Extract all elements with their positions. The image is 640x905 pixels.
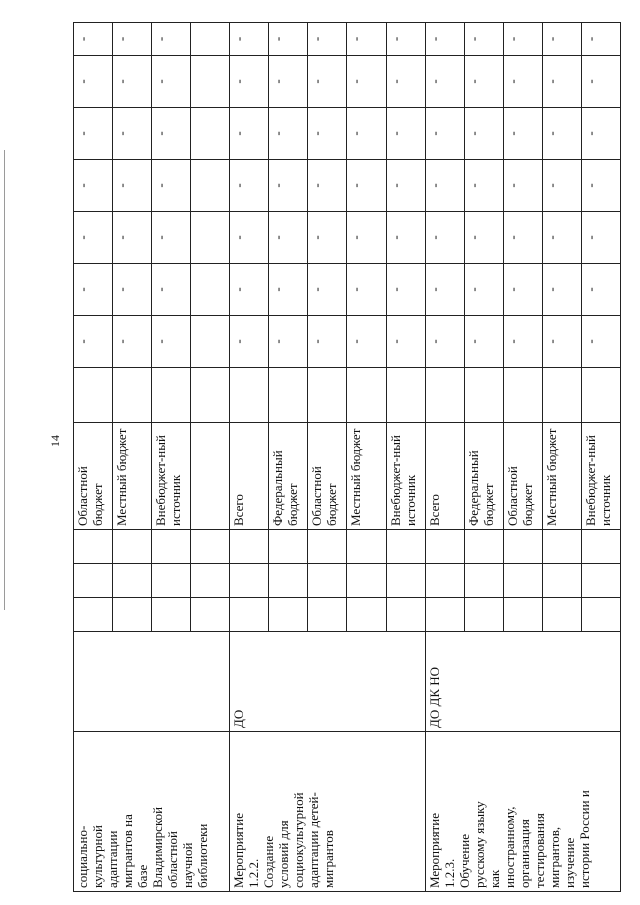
- funding-value-cell: -: [503, 108, 542, 160]
- empty-cell: [74, 530, 113, 564]
- funding-value-cell: -: [113, 316, 152, 368]
- funding-value-cell: -: [542, 212, 581, 264]
- funding-value-cell: -: [74, 108, 113, 160]
- funding-value-cell: -: [113, 160, 152, 212]
- empty-cell: [269, 598, 308, 632]
- funding-value-cell: -: [347, 316, 386, 368]
- empty-cell: [542, 598, 581, 632]
- funding-value-cell: -: [542, 264, 581, 316]
- funding-value-cell: -: [503, 212, 542, 264]
- empty-cell: [230, 368, 269, 423]
- funding-value-cell: -: [542, 108, 581, 160]
- activity-name-line: условий для: [276, 820, 292, 888]
- funding-value-cell: -: [425, 212, 464, 264]
- funding-value-cell: [191, 212, 230, 264]
- funding-value-cell: -: [308, 212, 347, 264]
- funding-source-cell: Внебюджет-ный источник: [581, 423, 620, 530]
- empty-cell: [347, 564, 386, 598]
- funding-value-cell: -: [347, 108, 386, 160]
- activity-name-line: иностранному,: [501, 806, 517, 888]
- empty-cell: [152, 598, 191, 632]
- funding-value-cell: -: [386, 264, 425, 316]
- funding-value-cell: -: [425, 316, 464, 368]
- empty-cell: [503, 598, 542, 632]
- funding-value-cell: -: [464, 23, 503, 56]
- program-funding-table: [73, 22, 621, 892]
- activity-name-line: Мероприятие: [231, 813, 247, 888]
- funding-value-cell: -: [269, 212, 308, 264]
- funding-source-cell: Внебюджет-ный источник: [152, 423, 191, 530]
- empty-cell: [347, 598, 386, 632]
- funding-value-cell: -: [74, 56, 113, 108]
- funding-source-cell: Федеральный бюджет: [464, 423, 503, 530]
- funding-value-cell: -: [581, 56, 620, 108]
- funding-value-cell: -: [269, 108, 308, 160]
- funding-value-cell: -: [347, 160, 386, 212]
- funding-value-cell: -: [230, 316, 269, 368]
- empty-cell: [308, 368, 347, 423]
- empty-cell: [425, 530, 464, 564]
- activity-name-line: социокультурной: [291, 792, 307, 888]
- funding-value-cell: [191, 316, 230, 368]
- funding-value-cell: -: [152, 160, 191, 212]
- funding-value-cell: -: [347, 56, 386, 108]
- funding-value-cell: -: [386, 56, 425, 108]
- empty-cell: [386, 368, 425, 423]
- funding-value-cell: -: [386, 23, 425, 56]
- funding-value-cell: -: [542, 160, 581, 212]
- funding-source-cell: Местный бюджет: [542, 423, 581, 530]
- funding-value-cell: -: [308, 316, 347, 368]
- funding-value-cell: -: [74, 160, 113, 212]
- empty-cell: [74, 598, 113, 632]
- funding-value-cell: -: [113, 108, 152, 160]
- empty-cell: [464, 598, 503, 632]
- funding-value-cell: -: [230, 212, 269, 264]
- funding-source-cell: [191, 423, 230, 530]
- empty-cell: [191, 530, 230, 564]
- activity-name-cell: [230, 732, 425, 892]
- funding-value-cell: -: [113, 264, 152, 316]
- funding-source-cell: Областной бюджет: [74, 423, 113, 530]
- funding-value-cell: -: [542, 56, 581, 108]
- empty-cell: [386, 530, 425, 564]
- scan-margin-line: [4, 150, 5, 610]
- activity-name-line: русскому языку: [471, 801, 487, 888]
- activity-name-line: 1.2.3.: [441, 858, 457, 888]
- empty-cell: [581, 368, 620, 423]
- empty-cell: [152, 530, 191, 564]
- activity-name-line: Владимирской: [150, 806, 165, 888]
- activity-name-line: мигрантов,: [546, 826, 562, 888]
- empty-cell: [542, 564, 581, 598]
- funding-value-cell: -: [74, 264, 113, 316]
- funding-source-cell: Областной бюджет: [308, 423, 347, 530]
- executor-cell: [74, 632, 230, 732]
- funding-value-cell: -: [269, 160, 308, 212]
- funding-value-cell: -: [152, 56, 191, 108]
- funding-value-cell: -: [230, 108, 269, 160]
- funding-value-cell: -: [464, 316, 503, 368]
- executor-cell: ДО ДК НО: [425, 632, 620, 732]
- empty-cell: [113, 530, 152, 564]
- empty-cell: [425, 598, 464, 632]
- funding-value-cell: -: [308, 56, 347, 108]
- funding-value-cell: -: [113, 212, 152, 264]
- rotated-content: [73, 23, 621, 892]
- empty-cell: [113, 564, 152, 598]
- funding-value-cell: -: [386, 316, 425, 368]
- funding-value-cell: -: [425, 23, 464, 56]
- funding-value-cell: -: [230, 56, 269, 108]
- funding-value-cell: -: [386, 212, 425, 264]
- funding-source-cell: Всего: [425, 423, 464, 530]
- empty-cell: [503, 368, 542, 423]
- funding-value-cell: -: [425, 108, 464, 160]
- funding-value-cell: -: [113, 56, 152, 108]
- funding-value-cell: [191, 108, 230, 160]
- funding-value-cell: -: [503, 316, 542, 368]
- activity-name-line: областной: [165, 831, 180, 888]
- funding-value-cell: -: [425, 56, 464, 108]
- funding-value-cell: -: [230, 160, 269, 212]
- empty-cell: [386, 564, 425, 598]
- funding-value-cell: -: [152, 108, 191, 160]
- funding-value-cell: -: [581, 212, 620, 264]
- empty-cell: [152, 564, 191, 598]
- empty-cell: [230, 564, 269, 598]
- funding-value-cell: -: [152, 212, 191, 264]
- funding-value-cell: -: [464, 56, 503, 108]
- funding-value-cell: -: [308, 23, 347, 56]
- funding-value-cell: -: [152, 316, 191, 368]
- funding-value-cell: [191, 160, 230, 212]
- funding-source-cell: Областной бюджет: [503, 423, 542, 530]
- activity-name-line: как: [486, 869, 502, 888]
- funding-value-cell: -: [464, 212, 503, 264]
- funding-value-cell: -: [230, 23, 269, 56]
- activity-name-line: мигрантов на: [120, 814, 135, 888]
- funding-value-cell: -: [464, 108, 503, 160]
- empty-cell: [347, 530, 386, 564]
- empty-cell: [464, 564, 503, 598]
- funding-value-cell: -: [269, 316, 308, 368]
- empty-cell: [581, 598, 620, 632]
- empty-cell: [386, 598, 425, 632]
- activity-name-line: Мероприятие: [426, 813, 442, 888]
- empty-cell: [425, 564, 464, 598]
- funding-value-cell: -: [542, 316, 581, 368]
- funding-value-cell: -: [581, 316, 620, 368]
- empty-cell: [230, 598, 269, 632]
- funding-value-cell: -: [503, 264, 542, 316]
- activity-name-line: базе: [135, 864, 150, 888]
- funding-value-cell: [191, 264, 230, 316]
- empty-cell: [191, 368, 230, 423]
- funding-value-cell: [191, 56, 230, 108]
- empty-cell: [425, 368, 464, 423]
- empty-cell: [191, 564, 230, 598]
- funding-value-cell: -: [308, 108, 347, 160]
- activity-name-line: социально-: [75, 825, 90, 888]
- funding-value-cell: -: [464, 160, 503, 212]
- empty-cell: [113, 598, 152, 632]
- rotated-page: [73, 23, 621, 892]
- empty-cell: [269, 564, 308, 598]
- activity-name-line: организация: [516, 819, 532, 888]
- empty-cell: [464, 530, 503, 564]
- empty-cell: [464, 368, 503, 423]
- funding-value-cell: -: [581, 108, 620, 160]
- empty-cell: [542, 368, 581, 423]
- activity-name-line: Обучение: [456, 834, 472, 888]
- funding-value-cell: -: [542, 23, 581, 56]
- activity-name-line: научной: [180, 842, 195, 888]
- empty-cell: [230, 530, 269, 564]
- funding-value-cell: -: [425, 160, 464, 212]
- funding-value-cell: -: [347, 212, 386, 264]
- empty-cell: [191, 598, 230, 632]
- funding-value-cell: -: [347, 264, 386, 316]
- empty-cell: [308, 564, 347, 598]
- executor-cell: ДО: [230, 632, 425, 732]
- empty-cell: [581, 564, 620, 598]
- funding-value-cell: -: [386, 108, 425, 160]
- empty-cell: [503, 530, 542, 564]
- empty-cell: [542, 530, 581, 564]
- page-number: 14: [48, 435, 62, 447]
- activity-name-line: Создание: [261, 835, 277, 888]
- funding-value-cell: -: [503, 56, 542, 108]
- activity-name-line: 1.2.2.: [246, 858, 262, 888]
- activity-name-line: истории России и: [576, 790, 592, 888]
- activity-name-line: адаптации детей-: [306, 792, 322, 888]
- empty-cell: [308, 598, 347, 632]
- empty-cell: [74, 368, 113, 423]
- empty-cell: [269, 368, 308, 423]
- funding-value-cell: -: [269, 56, 308, 108]
- funding-source-cell: Местный бюджет: [347, 423, 386, 530]
- funding-value-cell: -: [386, 160, 425, 212]
- activity-name-line: тестирования: [531, 813, 547, 888]
- activity-name-line: изучение: [561, 837, 577, 888]
- table-row: [425, 23, 464, 892]
- funding-value-cell: -: [269, 264, 308, 316]
- funding-value-cell: -: [308, 264, 347, 316]
- activity-name-cell: [425, 732, 620, 892]
- empty-cell: [152, 368, 191, 423]
- table-row: [230, 23, 269, 892]
- funding-value-cell: [191, 23, 230, 56]
- funding-value-cell: -: [74, 316, 113, 368]
- funding-value-cell: -: [152, 264, 191, 316]
- activity-name-cell: [74, 732, 230, 892]
- funding-value-cell: -: [581, 264, 620, 316]
- empty-cell: [74, 564, 113, 598]
- funding-value-cell: -: [581, 23, 620, 56]
- funding-source-cell: Внебюджет-ный источник: [386, 423, 425, 530]
- funding-value-cell: -: [113, 23, 152, 56]
- funding-value-cell: -: [269, 23, 308, 56]
- funding-value-cell: -: [74, 212, 113, 264]
- funding-source-cell: Всего: [230, 423, 269, 530]
- funding-value-cell: -: [347, 23, 386, 56]
- funding-value-cell: -: [503, 23, 542, 56]
- funding-value-cell: -: [74, 23, 113, 56]
- activity-name-line: мигрантов: [321, 830, 337, 888]
- table-row: [74, 23, 113, 892]
- funding-value-cell: -: [464, 264, 503, 316]
- activity-name-line: адаптации: [105, 830, 120, 888]
- funding-value-cell: -: [308, 160, 347, 212]
- empty-cell: [269, 530, 308, 564]
- empty-cell: [581, 530, 620, 564]
- funding-value-cell: -: [581, 160, 620, 212]
- activity-name-line: культурной: [90, 825, 105, 888]
- empty-cell: [503, 564, 542, 598]
- funding-value-cell: -: [503, 160, 542, 212]
- funding-source-cell: Федеральный бюджет: [269, 423, 308, 530]
- funding-source-cell: Местный бюджет: [113, 423, 152, 530]
- funding-value-cell: -: [152, 23, 191, 56]
- empty-cell: [308, 530, 347, 564]
- funding-value-cell: -: [425, 264, 464, 316]
- funding-value-cell: -: [230, 264, 269, 316]
- empty-cell: [347, 368, 386, 423]
- empty-cell: [113, 368, 152, 423]
- activity-name-line: библиотеки: [195, 823, 210, 888]
